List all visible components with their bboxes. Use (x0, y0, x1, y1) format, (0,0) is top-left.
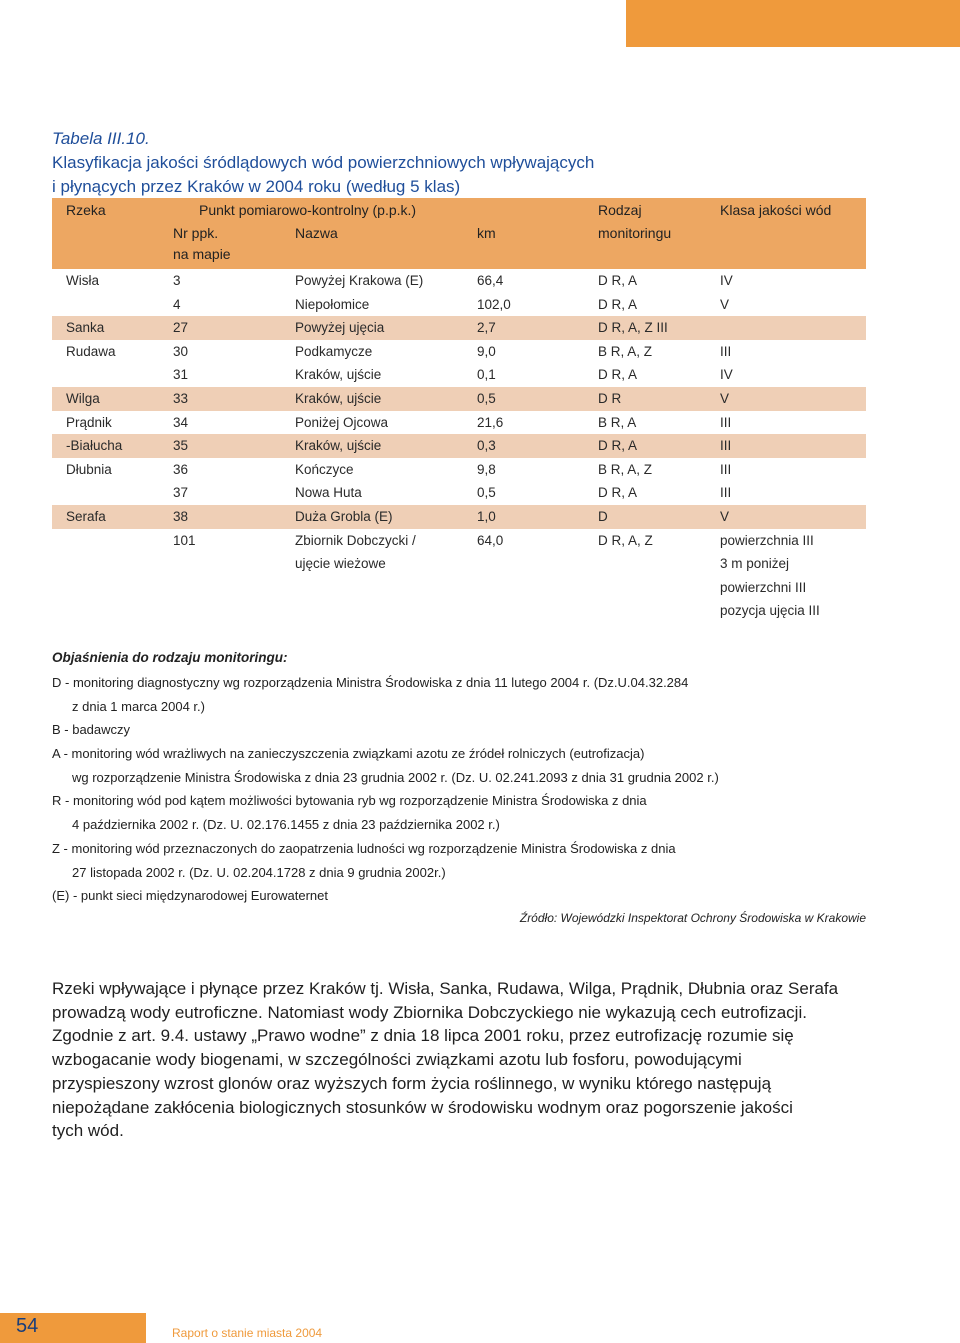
cell-class: IV (720, 273, 733, 288)
cell-class: III (720, 414, 732, 430)
cell-class: III (720, 438, 732, 454)
cell-name: Nowa Huta (295, 485, 362, 501)
note-line: D - monitoring diagnostyczny wg rozporządzenia Ministra Środowiska z dnia 11 lutego 2004 r. (Dz.U.04.32.284 (52, 675, 689, 690)
paragraph-line: prowadzą wody eutroficzne. Natomiast wody Zbiornika Dobczyckiego nie wykazują cech eutrofizacji. (52, 1002, 807, 1022)
table-row (52, 340, 866, 364)
cell-nr: 33 (173, 390, 189, 406)
table-row (52, 387, 866, 411)
cell-name: Kraków, ujście (295, 438, 382, 454)
cell-class: V (720, 296, 730, 312)
table-row (52, 599, 866, 623)
header-monitoring-type: Rodzaj (598, 202, 642, 218)
cell-monitoring: D R, A (598, 273, 638, 288)
source-note: Źródło: Wojewódzki Inspektorat Ochrony Środowiska w Krakowie (519, 911, 866, 925)
cell-monitoring: D R, A, Z (598, 532, 653, 548)
cell-name: Poniżej Ojcowa (295, 414, 389, 430)
table-title-line2: i płynących przez Kraków w 2004 roku (według 5 klas) (52, 177, 461, 196)
cell-monitoring: D R, A (598, 296, 638, 312)
cell-name: ujęcie wieżowe (295, 556, 386, 572)
note-line: 27 listopada 2002 r. (Dz. U. 02.204.1728 z dnia 9 grudnia 2002r.) (72, 864, 446, 880)
cell-river: Serafa (66, 508, 106, 524)
table-row (52, 505, 866, 529)
header-river: Rzeka (66, 202, 106, 218)
table-row (52, 316, 866, 340)
cell-nr: 4 (173, 296, 181, 312)
note-line: B - badawczy (52, 722, 131, 738)
cell-class: III (720, 343, 732, 359)
table-body (52, 269, 866, 623)
body-paragraph (52, 977, 872, 1143)
header-quality-class: Klasa jakości wód (720, 202, 832, 218)
table-row (52, 458, 866, 482)
page-number: 54 (16, 1315, 39, 1337)
paragraph-line: wzbogacanie wody biogenami, w szczególności związkami azotu lub fosforu, powodującymi (52, 1050, 742, 1070)
notes-title: Objaśnienia do rodzaju monitoringu: (52, 650, 288, 665)
note-line: A - monitoring wód wrażliwych na zanieczyszczenia związkami azotu ze źródeł rolniczych (eutrofizacja) (52, 746, 645, 762)
notes-lines (52, 671, 912, 908)
cell-name: Powyżej Krakowa (E) (295, 273, 424, 288)
cell-river: Wilga (66, 390, 100, 406)
cell-river: Dłubnia (66, 461, 112, 477)
paragraph-line: niepożądane zakłócenia biologicznych stosunków w środowisku wodnym oraz pogorszenie jakości (52, 1097, 793, 1117)
header-km: km (477, 225, 496, 241)
cell-name: Kraków, ujście (295, 390, 382, 406)
cell-name: Zbiornik Dobczycki / (295, 532, 416, 548)
cell-monitoring: D R, A (598, 438, 638, 454)
cell-river: Rudawa (66, 343, 116, 359)
cell-name: Kraków, ujście (295, 367, 382, 383)
table-row (52, 552, 866, 576)
cell-river: Wisła (66, 273, 99, 288)
cell-class: powierzchni III (720, 579, 807, 595)
cell-km: 9,0 (477, 343, 496, 359)
quality-table (52, 198, 866, 623)
cell-river: Prądnik (66, 414, 112, 430)
cell-name: Kończyce (295, 461, 354, 477)
cell-nr: 101 (173, 532, 196, 548)
cell-monitoring: D R, A (598, 367, 638, 383)
paragraph-line: Rzeki wpływające i płynące przez Kraków tj. Wisła, Sanka, Rudawa, Wilga, Prądnik, Dłubnia oraz Serafa (52, 979, 839, 998)
cell-km: 0,1 (477, 367, 496, 383)
cell-nr: 35 (173, 438, 189, 454)
cell-class: III (720, 461, 732, 477)
cell-class: V (720, 508, 730, 524)
cell-name: Duża Grobla (E) (295, 508, 393, 524)
cell-class: pozycja ujęcia III (720, 603, 820, 619)
table-row (52, 411, 866, 435)
cell-name: Niepołomice (295, 296, 370, 312)
cell-nr: 36 (173, 461, 189, 477)
note-line: Z - monitoring wód przeznaczonych do zaopatrzenia ludności wg rozporządzenie Ministra Środowiska z dnia (52, 840, 676, 856)
header-name: Nazwa (295, 225, 338, 241)
cell-monitoring: B R, A (598, 414, 637, 430)
note-line: 4 października 2002 r. (Dz. U. 02.176.1455 z dnia 23 października 2002 r.) (72, 817, 500, 833)
cell-nr: 31 (173, 367, 189, 383)
cell-km: 0,3 (477, 438, 496, 454)
table-row (52, 363, 866, 387)
table-row (52, 529, 866, 553)
cell-monitoring: D R, A (598, 485, 638, 501)
cell-km: 64,0 (477, 532, 504, 548)
cell-nr: 37 (173, 485, 189, 501)
table-label: Tabela III.10. (52, 129, 150, 148)
cell-km: 0,5 (477, 485, 496, 501)
paragraph-line: Zgodnie z art. 9.4. ustawy „Prawo wodne” z dnia 18 lipca 2001 roku, przez eutrofizację rozumie się (52, 1026, 794, 1046)
cell-km: 9,8 (477, 461, 496, 477)
header-on-map: na mapie (173, 246, 231, 262)
note-line: R - monitoring wód pod kątem możliwości bytowania ryb wg rozporządzenie Ministra Środowiska z dnia (52, 793, 647, 809)
cell-km: 2,7 (477, 320, 496, 336)
cell-nr: 34 (173, 414, 189, 430)
cell-km: 66,4 (477, 273, 504, 288)
table-caption (52, 127, 912, 199)
cell-class: IV (720, 367, 733, 383)
table-title-line1: Klasyfikacja jakości śródlądowych wód powierzchniowych wpływających (52, 153, 595, 172)
monitoring-notes (52, 650, 912, 908)
footer-title: Raport o stanie miasta 2004 (172, 1326, 323, 1340)
cell-monitoring: D R, A, Z III (598, 320, 668, 336)
header-point: Punkt pomiarowo-kontrolny (p.p.k.) (199, 202, 417, 218)
table-row (52, 269, 866, 293)
paragraph-line: przyspieszony wzrost glonów oraz wyższych form życia roślinnego, w wyniku którego następują (52, 1073, 772, 1093)
cell-class: III (720, 485, 732, 501)
paragraph-line: tych wód. (52, 1121, 124, 1141)
note-line: wg rozporządzenie Ministra Środowiska z dnia 23 grudnia 2002 r. (Dz. U. 02.241.2093 z dnia 31 grudnia 2002 r.) (72, 769, 719, 785)
cell-class: V (720, 390, 730, 406)
table-row (52, 481, 866, 505)
cell-nr: 3 (173, 273, 181, 288)
cell-name: Podkamycze (295, 343, 373, 359)
cell-class: 3 m poniżej (720, 556, 790, 572)
table-header (52, 198, 866, 269)
cell-monitoring: D R (598, 390, 622, 406)
note-line: z dnia 1 marca 2004 r.) (72, 698, 205, 714)
cell-nr: 27 (173, 320, 189, 336)
cell-km: 1,0 (477, 508, 496, 524)
cell-km: 21,6 (477, 414, 504, 430)
note-line: (E) - punkt sieci międzynarodowej Eurowaternet (52, 888, 329, 904)
table-row (52, 293, 866, 317)
cell-nr: 30 (173, 343, 189, 359)
header-nr: Nr ppk. (173, 225, 219, 241)
cell-nr: 38 (173, 508, 189, 524)
top-accent-bar (626, 0, 960, 47)
cell-monitoring: D (598, 508, 608, 524)
cell-river: Sanka (66, 320, 105, 336)
cell-monitoring: B R, A, Z (598, 461, 653, 477)
cell-name: Powyżej ujęcia (295, 320, 385, 336)
cell-km: 0,5 (477, 390, 496, 406)
table-row (52, 576, 866, 600)
header-monitoring: monitoringu (598, 225, 672, 241)
cell-monitoring: B R, A, Z (598, 343, 653, 359)
table-row (52, 434, 866, 458)
cell-river: -Białucha (66, 438, 123, 454)
cell-km: 102,0 (477, 296, 511, 312)
cell-class: powierzchnia III (720, 532, 814, 548)
